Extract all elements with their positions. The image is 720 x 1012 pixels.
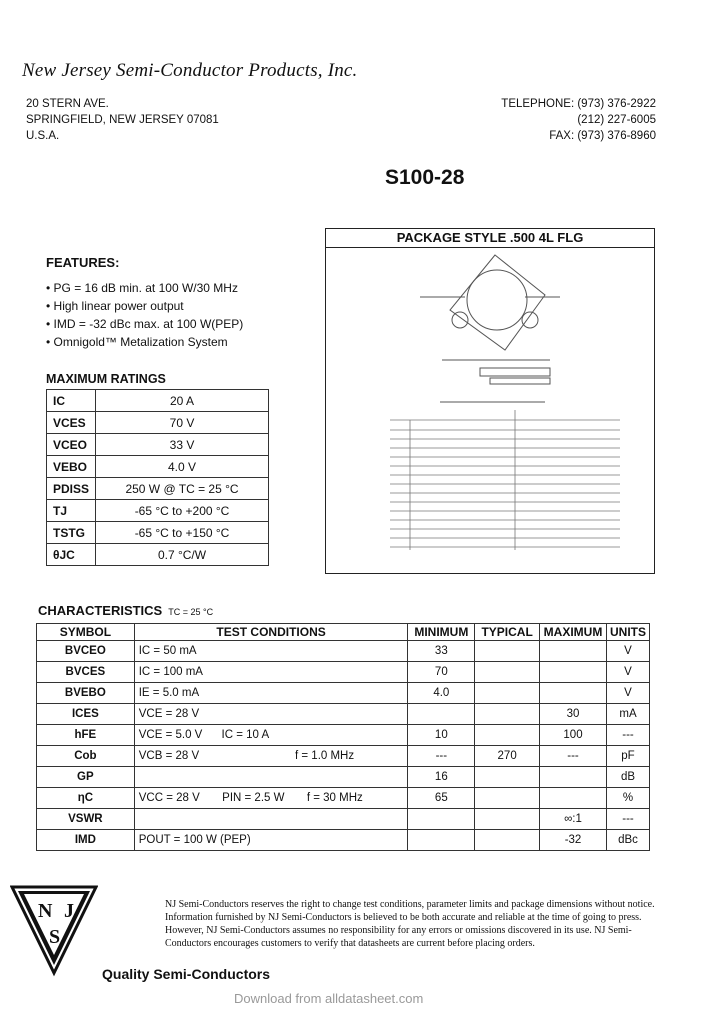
table-row	[37, 725, 650, 746]
address-block	[26, 96, 219, 144]
rating-symbol: TJ	[47, 500, 96, 522]
characteristics-table	[36, 623, 650, 851]
rating-symbol: PDISS	[47, 478, 96, 500]
char-symbol: BVEBO	[37, 683, 135, 704]
char-typ	[475, 704, 540, 725]
char-min: ---	[408, 746, 475, 767]
char-max: -32	[540, 830, 607, 851]
char-max: ---	[540, 746, 607, 767]
char-max	[540, 767, 607, 788]
rating-value: 70 V	[96, 412, 269, 434]
table-row	[37, 662, 650, 683]
char-symbol: Cob	[37, 746, 135, 767]
max-ratings-heading: MAXIMUM RATINGS	[46, 372, 166, 386]
logo-letter-j: J	[64, 900, 74, 922]
feature-item: • Omnigold™ Metalization System	[46, 333, 243, 351]
char-min: 4.0	[408, 683, 475, 704]
char-typ	[475, 683, 540, 704]
char-min	[408, 830, 475, 851]
char-conditions: VCE = 28 V	[134, 704, 408, 725]
char-symbol: ηC	[37, 788, 135, 809]
features-list	[46, 279, 243, 351]
package-drawing	[380, 250, 630, 560]
table-row	[47, 544, 269, 566]
table-row	[47, 478, 269, 500]
char-typ	[475, 830, 540, 851]
rating-symbol: VCES	[47, 412, 96, 434]
char-unit: pF	[607, 746, 650, 767]
fax: FAX: (973) 376-8960	[549, 130, 656, 142]
max-ratings-table	[46, 389, 269, 566]
char-max	[540, 662, 607, 683]
rating-symbol: θJC	[47, 544, 96, 566]
table-row	[37, 683, 650, 704]
rating-symbol: TSTG	[47, 522, 96, 544]
char-conditions: IE = 5.0 mA	[134, 683, 408, 704]
telephone: TELEPHONE: (973) 376-2922	[501, 98, 656, 110]
table-row	[47, 390, 269, 412]
char-typ	[475, 662, 540, 683]
char-conditions: VCE = 5.0 V IC = 10 A	[134, 725, 408, 746]
char-max	[540, 683, 607, 704]
rating-value: 0.7 °C/W	[96, 544, 269, 566]
char-typ	[475, 767, 540, 788]
table-row	[37, 746, 650, 767]
characteristics-title: CHARACTERISTICS	[38, 603, 163, 618]
char-conditions: IC = 50 mA	[134, 641, 408, 662]
rating-symbol: IC	[47, 390, 96, 412]
char-typ	[475, 788, 540, 809]
rating-value: 4.0 V	[96, 456, 269, 478]
disclaimer-text: NJ Semi-Conductors reserves the right to change test conditions, parameter limits and package dimensions without notice. Information furnished by NJ Semi-Conductors is believed to be both accurate and reliable at the time of going to press. However, NJ Semi-Conductors assumes no responsibility for any errors or omissions discovered in its use. NJ Semi-Conductors encourages customers to verify that datasheets are current before placing orders.	[165, 899, 655, 949]
char-symbol: hFE	[37, 725, 135, 746]
address-line: U.S.A.	[26, 130, 60, 142]
table-row	[37, 704, 650, 725]
char-max: 100	[540, 725, 607, 746]
table-header-row	[37, 624, 650, 641]
characteristics-condition: TC = 25 °C	[168, 607, 214, 617]
col-minimum: MINIMUM	[408, 624, 475, 641]
col-typical: TYPICAL	[475, 624, 540, 641]
char-max	[540, 641, 607, 662]
char-conditions: VCB = 28 V f = 1.0 MHz	[134, 746, 408, 767]
logo-letter-s: S	[49, 926, 61, 948]
char-unit: V	[607, 641, 650, 662]
col-symbol: SYMBOL	[37, 624, 135, 641]
address-line: 20 STERN AVE.	[26, 98, 109, 110]
rating-value: 20 A	[96, 390, 269, 412]
char-max: ∞:1	[540, 809, 607, 830]
char-conditions	[134, 767, 408, 788]
char-min: 16	[408, 767, 475, 788]
table-row	[37, 830, 650, 851]
char-min: 10	[408, 725, 475, 746]
table-row	[47, 500, 269, 522]
char-symbol: VSWR	[37, 809, 135, 830]
njs-logo	[10, 885, 98, 977]
telephone-2: (212) 227-6005	[577, 114, 656, 126]
char-min: 70	[408, 662, 475, 683]
feature-item: • High linear power output	[46, 297, 243, 315]
char-max: 30	[540, 704, 607, 725]
table-row	[47, 522, 269, 544]
char-max	[540, 788, 607, 809]
rating-value: -65 °C to +150 °C	[96, 522, 269, 544]
col-maximum: MAXIMUM	[540, 624, 607, 641]
features-heading: FEATURES:	[46, 255, 120, 270]
char-unit: ---	[607, 725, 650, 746]
char-unit: dB	[607, 767, 650, 788]
char-symbol: GP	[37, 767, 135, 788]
rating-symbol: VEBO	[47, 456, 96, 478]
feature-item: • IMD = -32 dBc max. at 100 W(PEP)	[46, 315, 243, 333]
char-conditions: VCC = 28 V PIN = 2.5 W f = 30 MHz	[134, 788, 408, 809]
table-row	[47, 412, 269, 434]
rating-value: 33 V	[96, 434, 269, 456]
table-row	[37, 809, 650, 830]
char-typ	[475, 809, 540, 830]
char-unit: ---	[607, 809, 650, 830]
part-number: S100-28	[385, 166, 465, 189]
feature-item: • PG = 16 dB min. at 100 W/30 MHz	[46, 279, 243, 297]
char-typ	[475, 725, 540, 746]
char-min: 65	[408, 788, 475, 809]
char-symbol: BVCES	[37, 662, 135, 683]
char-symbol: IMD	[37, 830, 135, 851]
rating-value: 250 W @ TC = 25 °C	[96, 478, 269, 500]
char-unit: V	[607, 662, 650, 683]
char-unit: %	[607, 788, 650, 809]
package-title: PACKAGE STYLE .500 4L FLG	[325, 230, 655, 248]
contact-block	[501, 96, 656, 144]
rating-value: -65 °C to +200 °C	[96, 500, 269, 522]
footer-watermark: Download from alldatasheet.com	[234, 991, 424, 1006]
char-unit: dBc	[607, 830, 650, 851]
char-conditions: POUT = 100 W (PEP)	[134, 830, 408, 851]
table-row	[47, 456, 269, 478]
char-conditions: IC = 100 mA	[134, 662, 408, 683]
char-min: 33	[408, 641, 475, 662]
tagline: Quality Semi-Conductors	[102, 966, 271, 982]
char-unit: mA	[607, 704, 650, 725]
logo-letter-n: N	[38, 900, 53, 922]
table-row	[37, 788, 650, 809]
char-unit: V	[607, 683, 650, 704]
rating-symbol: VCEO	[47, 434, 96, 456]
char-min	[408, 809, 475, 830]
company-name: New Jersey Semi-Conductor Products, Inc.	[22, 60, 358, 81]
char-min	[408, 704, 475, 725]
col-test-conditions: TEST CONDITIONS	[134, 624, 408, 641]
char-typ: 270	[475, 746, 540, 767]
table-row	[47, 434, 269, 456]
address-line: SPRINGFIELD, NEW JERSEY 07081	[26, 114, 219, 126]
char-symbol: BVCEO	[37, 641, 135, 662]
char-symbol: ICES	[37, 704, 135, 725]
char-conditions	[134, 809, 408, 830]
table-row	[37, 767, 650, 788]
characteristics-heading	[38, 603, 213, 618]
char-typ	[475, 641, 540, 662]
col-units: UNITS	[607, 624, 650, 641]
table-row	[37, 641, 650, 662]
